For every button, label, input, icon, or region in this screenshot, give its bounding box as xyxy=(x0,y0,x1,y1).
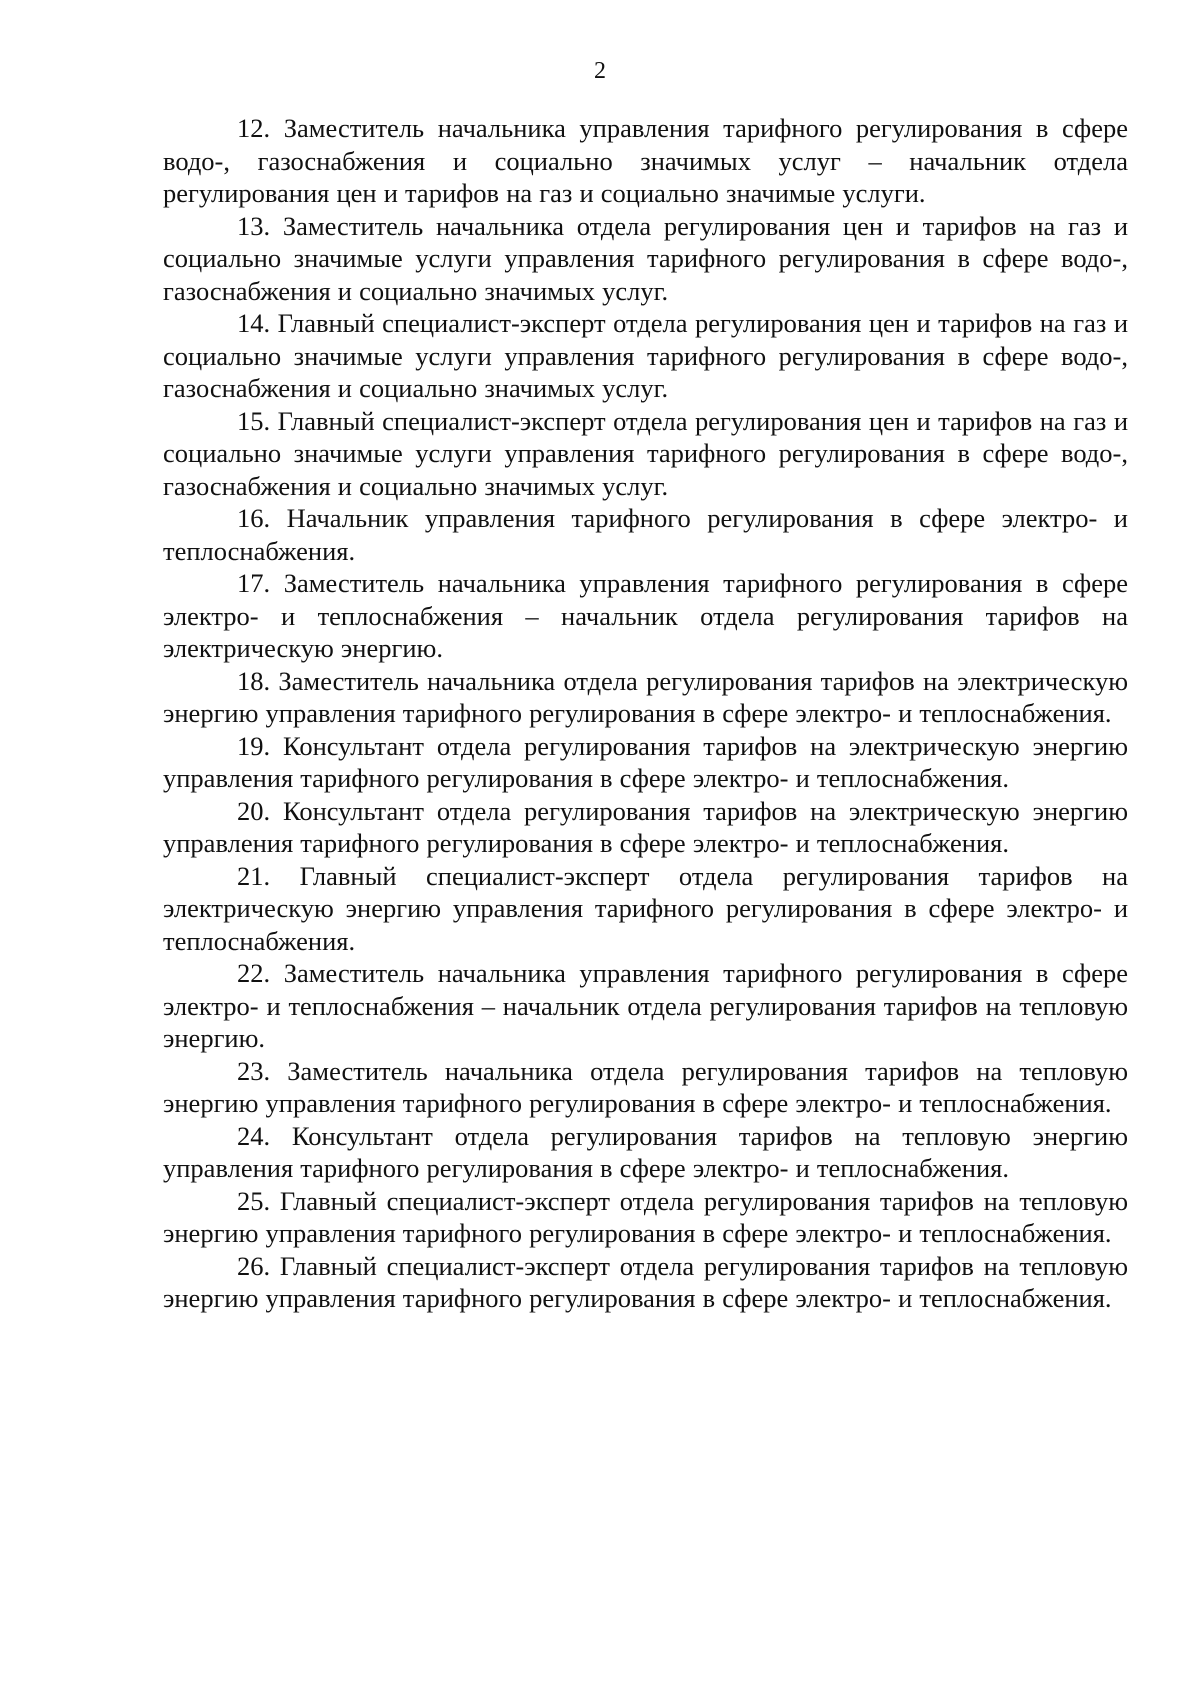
list-item-15: 15. Главный специалист-эксперт отдела регулирования цен и тарифов на газ и социально значимые услуги управления тарифного регулирования в сфере водо-, газоснабжения и социально значимых услуг. xyxy=(163,405,1128,501)
list-item-19: 19. Консультант отдела регулирования тарифов на электрическую энергию управления тарифного регулирования в сфере электро- и теплоснабжения. xyxy=(163,730,1128,793)
list-item-20: 20. Консультант отдела регулирования тарифов на электрическую энергию управления тарифного регулирования в сфере электро- и теплоснабжения. xyxy=(163,795,1128,858)
list-item-18: 18. Заместитель начальника отдела регулирования тарифов на электрическую энергию управления тарифного регулирования в сфере электро- и теплоснабжения. xyxy=(163,665,1128,728)
list-item-22: 22. Заместитель начальника управления тарифного регулирования в сфере электро- и теплоснабжения – начальник отдела регулирования тарифов на тепловую энергию. xyxy=(163,958,1128,1053)
list-item-24: 24. Консультант отдела регулирования тарифов на тепловую энергию управления тарифного регулирования в сфере электро- и теплоснабжения. xyxy=(163,1120,1128,1183)
list-item-26: 26. Главный специалист-эксперт отдела регулирования тарифов на тепловую энергию управления тарифного регулирования в сфере электро- и теплоснабжения. xyxy=(163,1250,1128,1313)
list-item-25: 25. Главный специалист-эксперт отдела регулирования тарифов на тепловую энергию управления тарифного регулирования в сфере электро- и теплоснабжения. xyxy=(163,1185,1128,1248)
list-item-16: 16. Начальник управления тарифного регулирования в сфере электро- и теплоснабжения. xyxy=(163,503,1128,566)
list-item-13: 13. Заместитель начальника отдела регулирования цен и тарифов на газ и социально значимые услуги управления тарифного регулирования в сфере водо-, газоснабжения и социально значимых услуг. xyxy=(163,210,1128,306)
list-item-17: 17. Заместитель начальника управления тарифного регулирования в сфере электро- и теплоснабжения – начальник отдела регулирования тарифов на электрическую энергию. xyxy=(163,568,1128,663)
list-item-12: 12. Заместитель начальника управления тарифного регулирования в сфере водо-, газоснабжения и социально значимых услуг – начальник отдела регулирования цен и тарифов на газ и социально значимые услуги. xyxy=(163,113,1128,208)
list-item-23: 23. Заместитель начальника отдела регулирования тарифов на тепловую энергию управления тарифного регулирования в сфере электро- и теплоснабжения. xyxy=(163,1055,1128,1118)
list-item-21: 21. Главный специалист-эксперт отдела регулирования тарифов на электрическую энергию управления тарифного регулирования в сфере электро- и теплоснабжения. xyxy=(163,860,1128,956)
page-number: 2 xyxy=(594,58,606,84)
list-item-14: 14. Главный специалист-эксперт отдела регулирования цен и тарифов на газ и социально значимые услуги управления тарифного регулирования в сфере водо-, газоснабжения и социально значимых услуг. xyxy=(163,308,1128,403)
position-list xyxy=(163,112,1128,1315)
